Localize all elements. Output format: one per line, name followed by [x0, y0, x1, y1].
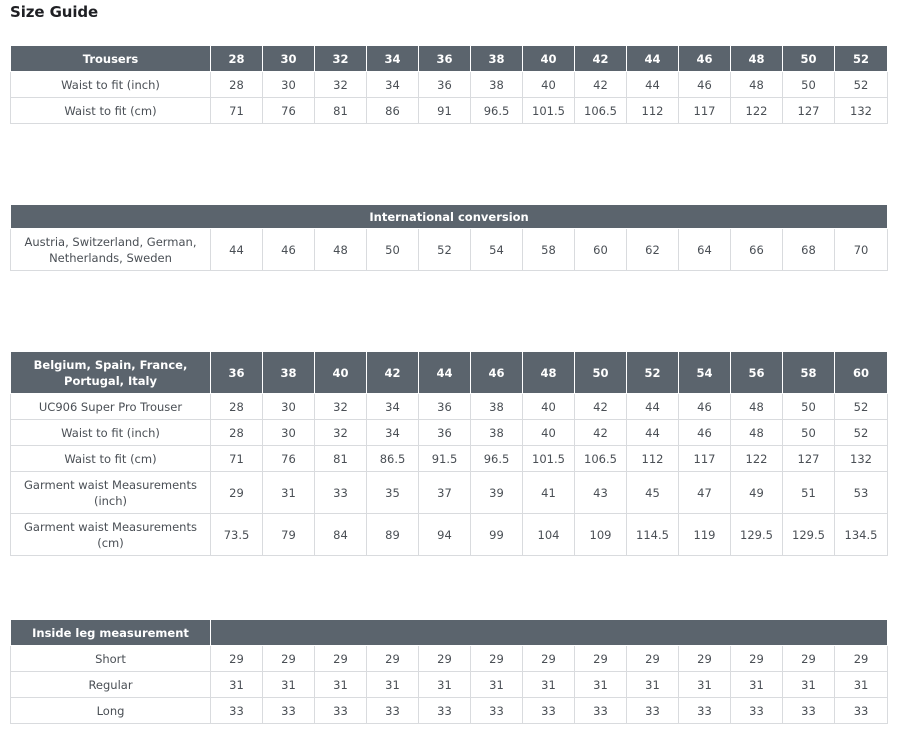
table-cell: 129.5 [731, 514, 783, 556]
header-label: Inside leg measurement [11, 620, 211, 646]
size-header: 42 [575, 46, 627, 72]
row-label: Short [11, 646, 211, 672]
table-cell: 84 [315, 514, 367, 556]
row-label: Waist to fit (inch) [11, 420, 211, 446]
table-cell: 52 [835, 394, 888, 420]
table-cell: 33 [419, 698, 471, 724]
table-cell: 71 [211, 446, 263, 472]
table-cell: 49 [731, 472, 783, 514]
table-cell: 53 [835, 472, 888, 514]
size-header: 34 [367, 46, 419, 72]
table-cell: 28 [211, 420, 263, 446]
table-cell: 33 [523, 698, 575, 724]
table-cell: 38 [471, 72, 523, 98]
table-cell: 35 [367, 472, 419, 514]
table-cell: 33 [731, 698, 783, 724]
table-cell: 73.5 [211, 514, 263, 556]
size-header: 46 [471, 352, 523, 394]
table-cell: 54 [471, 229, 523, 271]
table-cell: 101.5 [523, 446, 575, 472]
table-cell: 42 [575, 394, 627, 420]
size-header: 44 [627, 46, 679, 72]
table-cell: 29 [315, 646, 367, 672]
table-cell: 29 [419, 646, 471, 672]
eu-size-table [10, 351, 888, 556]
size-header: 40 [523, 46, 575, 72]
table-cell: 76 [263, 446, 315, 472]
table-header-row [11, 205, 888, 229]
table-cell: 99 [471, 514, 523, 556]
table-cell: 47 [679, 472, 731, 514]
table-cell: 129.5 [783, 514, 835, 556]
row-label: Garment waist Measurements (cm) [11, 514, 211, 556]
table-cell: 91 [419, 98, 471, 124]
table-cell: 89 [367, 514, 419, 556]
table-cell: 29 [471, 646, 523, 672]
table-row [11, 394, 888, 420]
row-label: Waist to fit (cm) [11, 98, 211, 124]
table-cell: 117 [679, 446, 731, 472]
size-header: 48 [523, 352, 575, 394]
table-cell: 43 [575, 472, 627, 514]
table-cell: 46 [679, 394, 731, 420]
table-row [11, 646, 888, 672]
inside-leg-table [10, 619, 888, 724]
size-header: 44 [419, 352, 471, 394]
row-label: Regular [11, 672, 211, 698]
table-cell: 45 [627, 472, 679, 514]
size-header: 42 [367, 352, 419, 394]
row-label: Waist to fit (cm) [11, 446, 211, 472]
table-row [11, 472, 888, 514]
table-cell: 114.5 [627, 514, 679, 556]
table-cell: 122 [731, 98, 783, 124]
table-cell: 32 [315, 420, 367, 446]
size-header: 54 [679, 352, 731, 394]
table-cell: 44 [627, 72, 679, 98]
table-cell: 42 [575, 420, 627, 446]
table-cell: 52 [835, 72, 888, 98]
table-cell: 29 [835, 646, 888, 672]
row-label: Garment waist Measurements (inch) [11, 472, 211, 514]
table-cell: 31 [367, 672, 419, 698]
size-header: 30 [263, 46, 315, 72]
table-cell: 28 [211, 394, 263, 420]
table-cell: 96.5 [471, 98, 523, 124]
table-cell: 40 [523, 420, 575, 446]
table-cell: 106.5 [575, 98, 627, 124]
table-cell: 36 [419, 394, 471, 420]
table-cell: 31 [835, 672, 888, 698]
table-row [11, 446, 888, 472]
table-cell: 33 [211, 698, 263, 724]
table-cell: 29 [679, 646, 731, 672]
size-header: 38 [263, 352, 315, 394]
table-cell: 42 [575, 72, 627, 98]
header-spacer [211, 620, 888, 646]
table-cell: 40 [523, 72, 575, 98]
table-cell: 48 [731, 72, 783, 98]
table-row [11, 514, 888, 556]
table-cell: 81 [315, 98, 367, 124]
table-cell: 36 [419, 72, 471, 98]
table-row [11, 672, 888, 698]
table-cell: 39 [471, 472, 523, 514]
table-cell: 109 [575, 514, 627, 556]
table-cell: 46 [679, 72, 731, 98]
table-cell: 31 [783, 672, 835, 698]
table-cell: 36 [419, 420, 471, 446]
size-header: 58 [783, 352, 835, 394]
header-label: International conversion [11, 205, 888, 229]
table-cell: 117 [679, 98, 731, 124]
table-cell: 31 [731, 672, 783, 698]
table-cell: 31 [263, 472, 315, 514]
table-cell: 50 [783, 394, 835, 420]
table-row [11, 698, 888, 724]
table-row [11, 229, 888, 271]
table-cell: 91.5 [419, 446, 471, 472]
table-cell: 86.5 [367, 446, 419, 472]
table-cell: 71 [211, 98, 263, 124]
table-header-row [11, 46, 888, 72]
table-cell: 31 [523, 672, 575, 698]
table-cell: 86 [367, 98, 419, 124]
table-cell: 34 [367, 72, 419, 98]
table-cell: 104 [523, 514, 575, 556]
table-cell: 70 [835, 229, 888, 271]
table-cell: 37 [419, 472, 471, 514]
size-header: 50 [783, 46, 835, 72]
table-row [11, 420, 888, 446]
size-header: 48 [731, 46, 783, 72]
table-cell: 46 [679, 420, 731, 446]
table-cell: 33 [835, 698, 888, 724]
table-cell: 31 [575, 672, 627, 698]
table-cell: 29 [211, 472, 263, 514]
table-cell: 32 [315, 72, 367, 98]
table-cell: 33 [367, 698, 419, 724]
table-cell: 101.5 [523, 98, 575, 124]
table-cell: 29 [263, 646, 315, 672]
table-cell: 132 [835, 446, 888, 472]
table-cell: 33 [471, 698, 523, 724]
table-cell: 29 [783, 646, 835, 672]
table-cell: 51 [783, 472, 835, 514]
table-cell: 30 [263, 420, 315, 446]
table-cell: 30 [263, 394, 315, 420]
header-label: Trousers [11, 46, 211, 72]
size-header: 52 [835, 46, 888, 72]
table-cell: 33 [315, 698, 367, 724]
size-header: 50 [575, 352, 627, 394]
table-cell: 33 [315, 472, 367, 514]
table-header-row [11, 620, 888, 646]
table-cell: 60 [575, 229, 627, 271]
table-cell: 41 [523, 472, 575, 514]
table-cell: 31 [419, 672, 471, 698]
table-cell: 48 [315, 229, 367, 271]
table-cell: 29 [575, 646, 627, 672]
table-cell: 33 [575, 698, 627, 724]
table-row [11, 98, 888, 124]
international-conversion-table [10, 204, 888, 271]
table-cell: 32 [315, 394, 367, 420]
size-header: 52 [627, 352, 679, 394]
table-cell: 31 [627, 672, 679, 698]
table-row [11, 72, 888, 98]
table-cell: 29 [627, 646, 679, 672]
table-cell: 40 [523, 394, 575, 420]
table-cell: 119 [679, 514, 731, 556]
table-cell: 44 [211, 229, 263, 271]
table-cell: 44 [627, 420, 679, 446]
table-cell: 33 [783, 698, 835, 724]
table-cell: 112 [627, 98, 679, 124]
table-cell: 48 [731, 420, 783, 446]
size-header: 36 [211, 352, 263, 394]
table-cell: 33 [263, 698, 315, 724]
table-cell: 76 [263, 98, 315, 124]
table-cell: 64 [679, 229, 731, 271]
table-cell: 31 [679, 672, 731, 698]
table-cell: 52 [419, 229, 471, 271]
table-cell: 50 [367, 229, 419, 271]
row-label: Long [11, 698, 211, 724]
table-cell: 58 [523, 229, 575, 271]
size-header: 56 [731, 352, 783, 394]
table-cell: 62 [627, 229, 679, 271]
table-cell: 31 [211, 672, 263, 698]
table-cell: 79 [263, 514, 315, 556]
trousers-size-table [10, 45, 888, 124]
table-cell: 94 [419, 514, 471, 556]
table-cell: 44 [627, 394, 679, 420]
table-cell: 31 [471, 672, 523, 698]
table-cell: 132 [835, 98, 888, 124]
page-title: Size Guide [10, 3, 99, 21]
size-header: 40 [315, 352, 367, 394]
table-cell: 106.5 [575, 446, 627, 472]
table-cell: 34 [367, 420, 419, 446]
row-label: Austria, Switzerland, German, Netherlands, Sweden [11, 229, 211, 271]
size-header: 36 [419, 46, 471, 72]
table-cell: 31 [315, 672, 367, 698]
table-cell: 50 [783, 420, 835, 446]
table-cell: 34 [367, 394, 419, 420]
table-cell: 81 [315, 446, 367, 472]
table-cell: 28 [211, 72, 263, 98]
row-label: UC906 Super Pro Trouser [11, 394, 211, 420]
table-cell: 50 [783, 72, 835, 98]
table-cell: 68 [783, 229, 835, 271]
table-cell: 127 [783, 446, 835, 472]
table-cell: 38 [471, 394, 523, 420]
header-label: Belgium, Spain, France, Portugal, Italy [11, 352, 211, 394]
table-cell: 29 [523, 646, 575, 672]
size-header: 46 [679, 46, 731, 72]
table-cell: 33 [679, 698, 731, 724]
table-cell: 30 [263, 72, 315, 98]
row-label: Waist to fit (inch) [11, 72, 211, 98]
table-cell: 33 [627, 698, 679, 724]
table-cell: 38 [471, 420, 523, 446]
table-cell: 48 [731, 394, 783, 420]
table-cell: 29 [211, 646, 263, 672]
table-header-row [11, 352, 888, 394]
table-cell: 29 [731, 646, 783, 672]
table-cell: 112 [627, 446, 679, 472]
table-cell: 52 [835, 420, 888, 446]
size-header: 60 [835, 352, 888, 394]
table-cell: 127 [783, 98, 835, 124]
table-cell: 134.5 [835, 514, 888, 556]
table-cell: 96.5 [471, 446, 523, 472]
table-cell: 122 [731, 446, 783, 472]
table-cell: 46 [263, 229, 315, 271]
table-cell: 29 [367, 646, 419, 672]
size-header: 32 [315, 46, 367, 72]
table-cell: 31 [263, 672, 315, 698]
table-cell: 66 [731, 229, 783, 271]
size-header: 38 [471, 46, 523, 72]
size-header: 28 [211, 46, 263, 72]
